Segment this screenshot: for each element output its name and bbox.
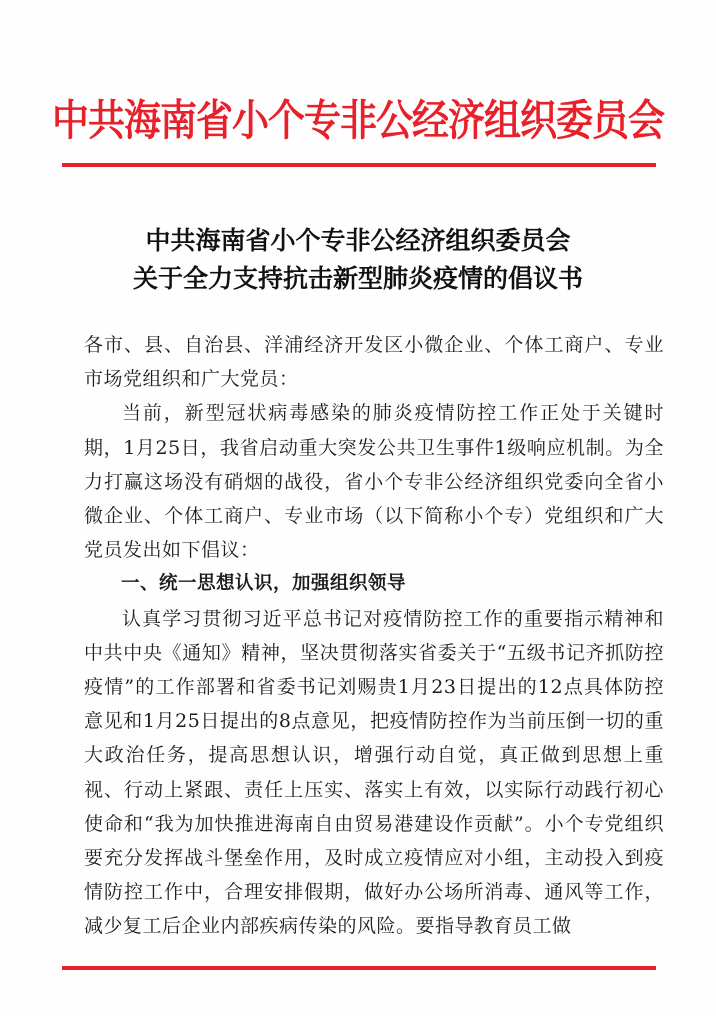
red-divider-top (62, 163, 656, 167)
title-line-2: 关于全力支持抗击新型肺炎疫情的倡议书 (132, 264, 583, 293)
paragraph-section-1: 认真学习贯彻习近平总书记对疫情防控工作的重要指示精神和中共中央《通知》精神，坚决贯彻落实省委关于“五级书记齐抓防控疫情”的工作部署和省委书记刘赐贵1月23日提出的12点具体防控意见和1月25日提出的8点意见，把疫情防控作为当前压倒一切的重大政治任务，提高思想认识，增强行动自觉，真正做到思想上重视、行动上紧跟、责任上压实、落实上有效，以实际行动践行初心使命和“我为加快推进海南自由贸易港建设作贡献”。小个专党组织要充分发挥战斗堡垒作用，及时成立疫情应对小组，主动投入到疫情防控工作中，合理安排假期，做好办公场所消毒、通风等工作，减少复工后企业内部疾病传染的风险。要指导教育员工做 (84, 607, 664, 938)
red-divider-bottom (62, 966, 656, 970)
document-title (0, 222, 716, 298)
masthead-org-name: 中共海南省小个专非公经济组织委员会 (52, 94, 664, 146)
title-line-1: 中共海南省小个专非公经济组织委员会 (145, 226, 571, 255)
document-body (84, 328, 664, 944)
paragraph-intro: 当前，新型冠状病毒感染的肺炎疫情防控工作正处于关键时期，1月25日，我省启动重大突发公共卫生事件1级响应机制。为全力打赢这场没有硝烟的战役，省小个专非公经济组织党委向全省小微企业、个体工商户、专业市场（以下简称小个专）党组织和广大党员发出如下倡议： (84, 402, 664, 562)
section-heading-1: 一、统一思想认识，加强组织领导 (121, 573, 407, 595)
salutation: 各市、县、自治县、洋浦经济开发区小微企业、个体工商户、专业市场党组织和广大党员： (84, 334, 664, 391)
